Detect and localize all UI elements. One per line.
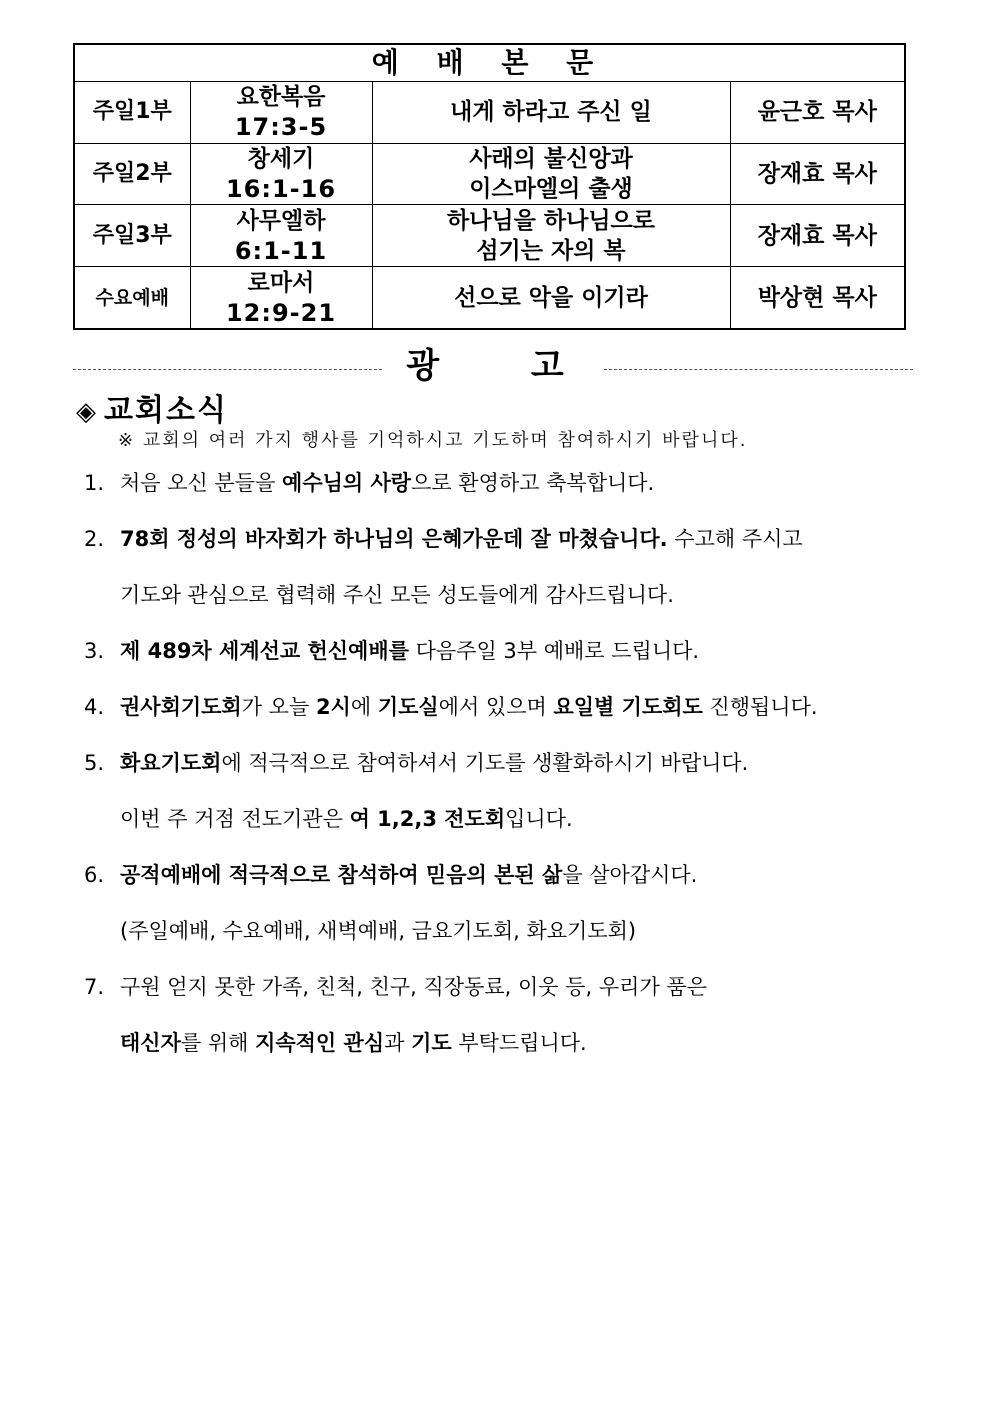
dashed-divider bbox=[604, 369, 913, 370]
item-text: 에 적극적으로 참여하셔서 기도를 생활화하시기 바랍니다. bbox=[221, 751, 749, 775]
sermon-title-line: 섬기는 자의 복 bbox=[476, 237, 626, 264]
sermon-title bbox=[372, 143, 730, 205]
list-item bbox=[84, 967, 944, 1023]
scripture-book: 창세기 bbox=[247, 146, 315, 173]
section-title: 교회소식 bbox=[104, 393, 228, 428]
item-text: 를 위해 bbox=[180, 1031, 256, 1055]
item-text: 부탁드립니다. bbox=[451, 1031, 587, 1055]
table-row bbox=[74, 205, 905, 267]
table-row bbox=[74, 143, 905, 205]
service-name: 수요예배 bbox=[74, 267, 190, 329]
list-item-continuation bbox=[84, 911, 944, 967]
announcement-list bbox=[84, 463, 944, 1079]
sermon-title-line: 하나님을 하나님으로 bbox=[447, 207, 655, 234]
emphasis-text: 2시 bbox=[315, 695, 351, 719]
item-number: 7. bbox=[84, 975, 105, 999]
emphasis-text: 제 489차 세계선교 헌신예배를 bbox=[120, 639, 409, 663]
scripture-book: 로마서 bbox=[247, 269, 315, 296]
emphasis-text: 예수님의 사랑 bbox=[282, 471, 412, 495]
worship-text-table bbox=[73, 43, 906, 330]
service-name: 주일1부 bbox=[74, 82, 190, 144]
sermon-title-line: 이스마엘의 출생 bbox=[469, 176, 633, 203]
item-text: 이번 주 거점 전도기관은 bbox=[120, 807, 350, 831]
scripture-verse: 16:1-16 bbox=[225, 175, 337, 204]
list-item bbox=[84, 463, 944, 519]
table-title: 예 배 본 문 bbox=[74, 44, 905, 82]
item-text: 입니다. bbox=[505, 807, 573, 831]
table-row bbox=[74, 267, 905, 329]
scripture-ref bbox=[190, 205, 372, 267]
sermon-title-line: 내게 하라고 주신 일 bbox=[450, 99, 652, 126]
item-text: 에 bbox=[350, 695, 378, 719]
item-text: 가 오늘 bbox=[241, 695, 316, 719]
item-text: 과 bbox=[384, 1031, 412, 1055]
section-heading bbox=[76, 385, 228, 429]
list-item bbox=[84, 687, 944, 743]
service-name: 주일3부 bbox=[74, 205, 190, 267]
item-text: (주일예배, 수요예배, 새벽예배, 금요기도회, 화요기도회) bbox=[120, 919, 637, 943]
item-number: 4. bbox=[84, 695, 105, 719]
preacher: 윤근호 목사 bbox=[730, 82, 905, 144]
emphasis-text: 요일별 기도회도 bbox=[553, 695, 703, 719]
diamond-bullet-icon: ◈ bbox=[76, 397, 98, 427]
item-text: 다음주일 3부 예배로 드립니다. bbox=[408, 639, 700, 663]
item-number: 3. bbox=[84, 639, 105, 663]
emphasis-text: 기도 bbox=[411, 1031, 452, 1055]
item-text: 구원 얻지 못한 가족, 친척, 친구, 직장동료, 이웃 등, 우리가 품은 bbox=[120, 975, 707, 999]
dashed-divider bbox=[73, 369, 382, 370]
sermon-title-line: 사래의 불신앙과 bbox=[469, 146, 633, 173]
item-text: 진행됩니다. bbox=[702, 695, 818, 719]
item-text: 처음 오신 분들을 bbox=[120, 471, 283, 495]
list-item bbox=[84, 519, 944, 575]
emphasis-text: 공적예배에 적극적으로 참석하여 믿음의 본된 삶 bbox=[120, 863, 563, 887]
emphasis-text: 지속적인 관심 bbox=[255, 1031, 385, 1055]
service-name: 주일2부 bbox=[74, 143, 190, 205]
item-number: 6. bbox=[84, 863, 105, 887]
item-text: 을 살아갑시다. bbox=[562, 863, 698, 887]
sermon-title bbox=[372, 82, 730, 144]
list-item-continuation bbox=[84, 1023, 944, 1079]
emphasis-text: 78회 정성의 바자회가 하나님의 은혜가운데 잘 마쳤습니다. bbox=[120, 527, 668, 551]
list-item-continuation bbox=[84, 575, 944, 631]
emphasis-text: 권사회기도회 bbox=[120, 695, 242, 719]
table-row bbox=[74, 82, 905, 144]
emphasis-text: 여 1,2,3 전도회 bbox=[349, 807, 506, 831]
preacher: 박상현 목사 bbox=[730, 267, 905, 329]
scripture-book: 사무엘하 bbox=[236, 207, 326, 234]
emphasis-text: 화요기도회 bbox=[120, 751, 222, 775]
scripture-verse: 17:3-5 bbox=[234, 113, 328, 142]
announcements-title: 광 고 bbox=[406, 345, 604, 386]
preacher: 장재효 목사 bbox=[730, 205, 905, 267]
item-text: 으로 환영하고 축복합니다. bbox=[411, 471, 655, 495]
item-text: 기도와 관심으로 협력해 주신 모든 성도들에게 감사드립니다. bbox=[120, 583, 674, 607]
scripture-ref bbox=[190, 267, 372, 329]
list-item bbox=[84, 631, 944, 687]
announcements-header bbox=[73, 340, 913, 384]
item-number: 2. bbox=[84, 527, 105, 551]
item-text: 에서 있으며 bbox=[438, 695, 554, 719]
item-number: 5. bbox=[84, 751, 105, 775]
list-item bbox=[84, 743, 944, 799]
scripture-book: 요한복음 bbox=[236, 84, 326, 111]
sermon-title bbox=[372, 267, 730, 329]
scripture-verse: 12:9-21 bbox=[225, 298, 337, 327]
section-note: ※ 교회의 여러 가지 행사를 기억하시고 기도하며 참여하시기 바랍니다. bbox=[118, 430, 748, 451]
emphasis-text: 기도실 bbox=[377, 695, 439, 719]
item-number: 1. bbox=[84, 471, 105, 495]
list-item-continuation bbox=[84, 799, 944, 855]
sermon-title bbox=[372, 205, 730, 267]
scripture-ref bbox=[190, 82, 372, 144]
scripture-verse: 6:1-11 bbox=[234, 236, 328, 265]
item-text: 수고해 주시고 bbox=[667, 527, 803, 551]
emphasis-text: 태신자 bbox=[120, 1031, 181, 1055]
preacher: 장재효 목사 bbox=[730, 143, 905, 205]
list-item bbox=[84, 855, 944, 911]
scripture-ref bbox=[190, 143, 372, 205]
sermon-title-line: 선으로 악을 이기라 bbox=[454, 284, 648, 311]
